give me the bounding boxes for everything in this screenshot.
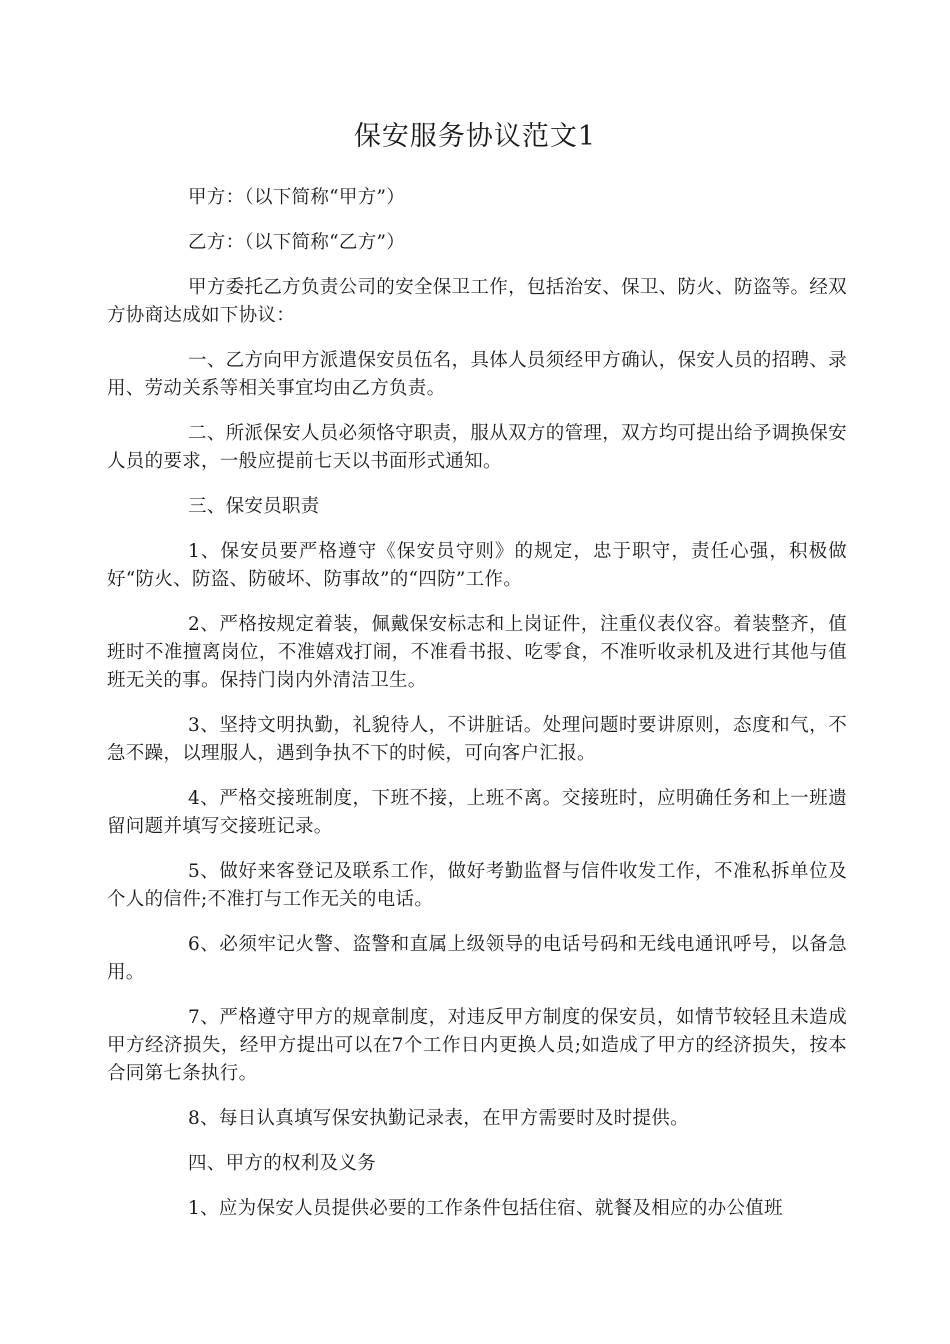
paragraph-duty-7: 7、严格遵守甲方的规章制度，对违反甲方制度的保安员，如情节较轻且未造成甲方经济损失，经甲方提出可以在7个工作日内更换人员;如造成了甲方的经济损失，按本合同第七条执行。 xyxy=(107,1007,847,1084)
paragraph-duty-8: 8、每日认真填写保安执勤记录表，在甲方需要时及时提供。 xyxy=(188,1108,689,1129)
paragraph-duty-3: 3、坚持文明执勤，礼貌待人，不讲脏话。处理问题时要讲原则，态度和气，不急不躁，以理服人，遇到争执不下的时候，可向客户汇报。 xyxy=(107,715,847,764)
section-heading-party-a-rights: 四、甲方的权利及义务 xyxy=(188,1153,377,1174)
paragraph-duty-5: 5、做好来客登记及联系工作，做好考勤监督与信件收发工作，不准私拆单位及个人的信件;不准打与工作无关的电话。 xyxy=(107,861,847,910)
paragraph-clause-2: 二、所派保安人员必须恪守职责，服从双方的管理，双方均可提出给予调换保安人员的要求，一般应提前七天以书面形式通知。 xyxy=(107,423,847,472)
section-heading-duties: 三、保安员职责 xyxy=(188,496,320,517)
document-body xyxy=(107,184,847,1240)
paragraph-duty-6: 6、必须牢记火警、盗警和直属上级领导的电话号码和无线电通讯呼号，以备急用。 xyxy=(107,934,847,983)
document-title: 保安服务协议范文1 xyxy=(353,121,597,152)
paragraph-duty-4: 4、严格交接班制度，下班不接，上班不离。交接班时，应明确任务和上一班遗留问题并填写交接班记录。 xyxy=(107,788,847,837)
paragraph-clause-1: 一、乙方向甲方派遣保安员伍名，具体人员须经甲方确认，保安人员的招聘、录用、劳动关系等相关事宜均由乙方负责。 xyxy=(107,350,847,399)
paragraph-right-1: 1、应为保安人员提供必要的工作条件包括住宿、就餐及相应的办公值班 xyxy=(188,1198,783,1219)
paragraph-party-a: 甲方：（以下简称“甲方”） xyxy=(188,187,406,208)
paragraph-duty-1: 1、保安员要严格遵守《保安员守则》的规定，忠于职守，责任心强，积极做好“防火、防盗、防破坏、防事故”的“四防”工作。 xyxy=(107,541,847,590)
paragraph-party-b: 乙方：（以下简称“乙方”） xyxy=(188,232,406,253)
paragraph-intro: 甲方委托乙方负责公司的安全保卫工作，包括治安、保卫、防火、防盗等。经双方协商达成如下协议： xyxy=(107,277,847,326)
paragraph-duty-2: 2、严格按规定着装，佩戴保安标志和上岗证件，注重仪表仪容。着装整齐，值班时不准擅离岗位，不准嬉戏打闹，不准看书报、吃零食，不准听收录机及进行其他与值班无关的事。保持门岗内外清洁卫生。 xyxy=(107,614,847,691)
